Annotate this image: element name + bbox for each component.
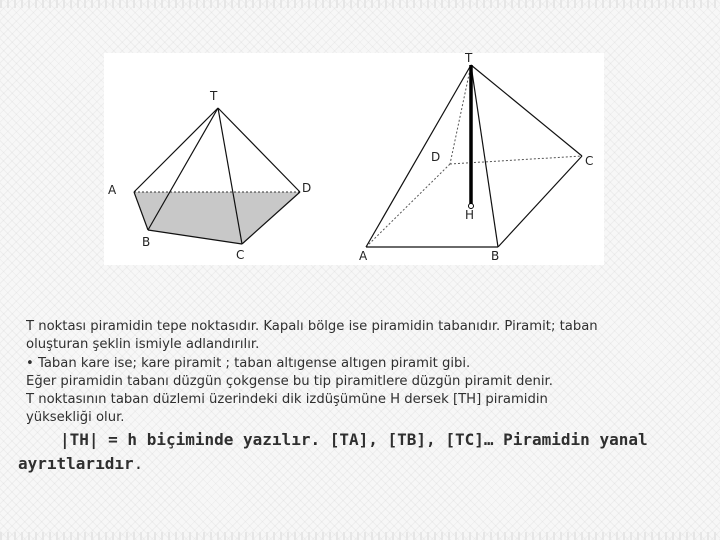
body-line-1: T noktası piramidin tepe noktasıdır. Kapalı bölge ise piramidin tabanıdır. Piramit; taban [26,319,598,334]
right-label-t: T [465,53,473,65]
right-label-d: D [431,150,441,164]
pyramid-figures [104,53,604,265]
right-base-edge-bc [498,156,582,247]
body-line-4: Eğer piramidin tabanı düzgün çokgense bu tip piramitlere düzgün piramit denir. [26,373,553,389]
body-line-2: oluşturan şeklin ismiyle adlandırılır. [26,337,260,353]
right-edge-tb [471,65,498,247]
left-edge-ta [134,108,218,192]
right-edge-ta [366,65,471,247]
emphasis-line-1 [18,428,708,452]
left-label-c: C [236,248,245,262]
lateral-edges-statement [18,428,708,476]
left-pyramid [108,89,311,262]
right-label-c: C [585,154,594,168]
emphasis-line-2 [18,452,708,476]
right-base-edge-ad [366,164,450,247]
top-decorative-border [0,0,720,8]
emphasis-text-2: ayrıtlarıdır [18,454,134,473]
bottom-decorative-border [0,532,720,540]
right-label-b: B [491,249,500,263]
emphasis-period: . [133,454,144,473]
emphasis-text-1: |TH| = h biçiminde yazılır. [TA], [TB], [TC]… Piramidin yanal [60,430,648,449]
left-label-d: D [302,181,312,195]
body-line-6: yüksekliği olur. [26,410,125,426]
right-pyramid [359,53,593,263]
right-edge-td [450,65,471,164]
right-edge-tc [471,65,582,156]
pyramid-diagrams [104,53,604,265]
body-line-5: T noktasının taban düzlemi üzerindeki dik izdüşümüne H dersek [TH] piramidin [26,392,548,408]
left-pyramid-base-shaded [134,192,300,244]
left-label-a: A [108,183,117,197]
right-label-h: H [465,208,475,222]
left-label-t: T [210,89,218,103]
right-label-a: A [359,249,368,263]
body-line-3: • Taban kare ise; kare piramit ; taban altıgense altıgen piramit gibi. [26,355,471,371]
pyramid-description [26,318,720,428]
left-label-b: B [142,235,151,249]
